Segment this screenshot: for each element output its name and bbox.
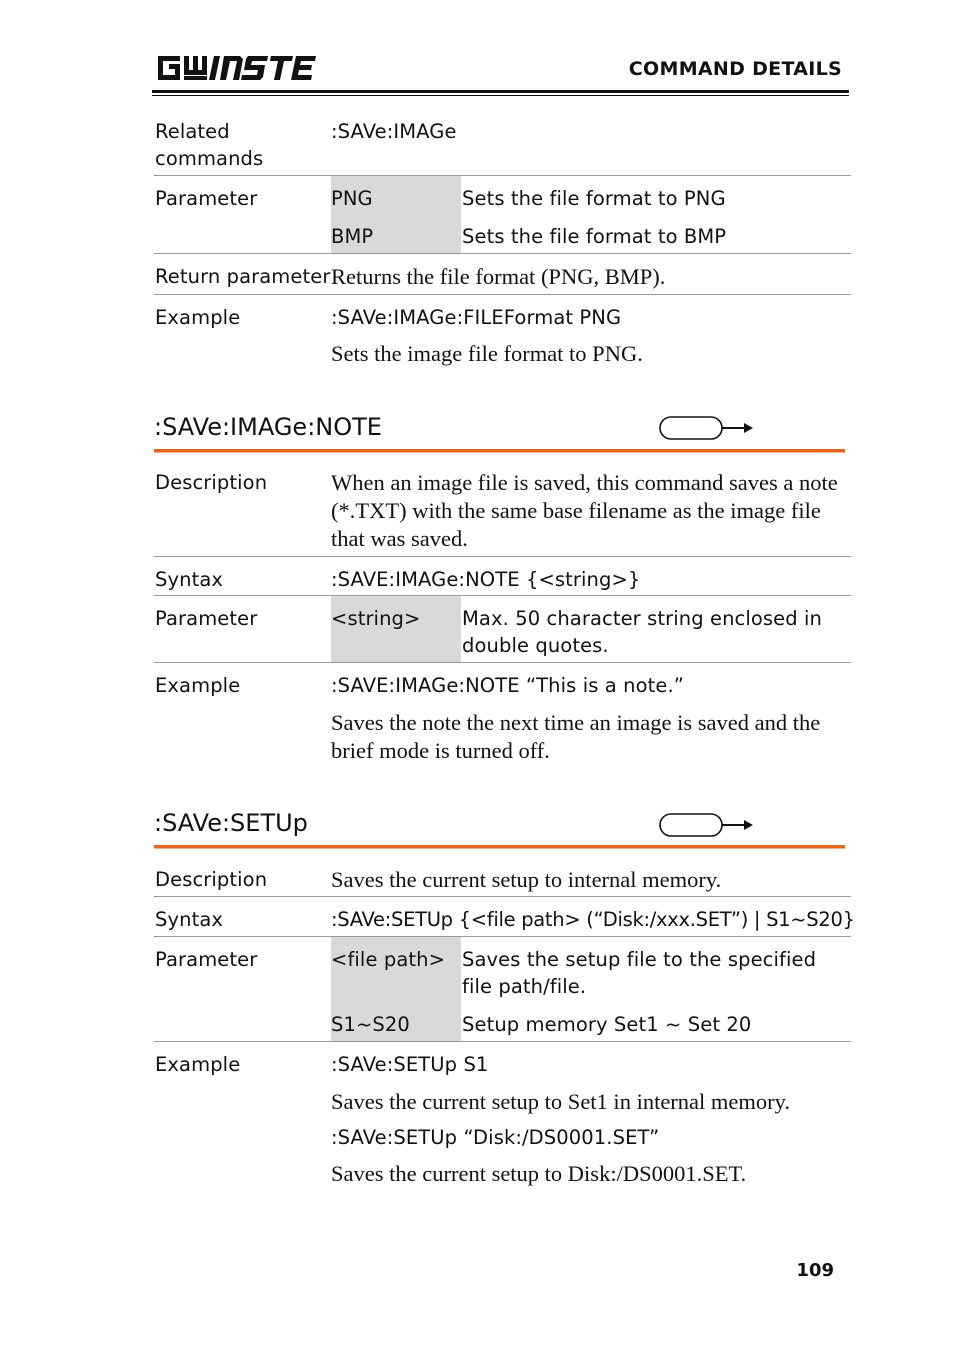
param-desc: Setup memory Set1 ~ Set 20 <box>462 1013 752 1036</box>
divider <box>154 175 851 176</box>
example-command: :SAVe:SETUp “Disk:/DS0001.SET” <box>331 1126 660 1149</box>
section-rule <box>154 449 845 452</box>
divider <box>154 556 851 557</box>
divider <box>154 936 851 937</box>
page-number: 109 <box>796 1260 834 1281</box>
related-commands-label: Related commands <box>155 120 264 170</box>
param-desc: Max. 50 character string enclosed in double quotes. <box>462 607 823 657</box>
param-desc: Saves the setup file to the specified file path/file. <box>462 948 817 998</box>
section-rule <box>154 845 845 848</box>
example-command: :SAVE:IMAGe:NOTE “This is a note.” <box>331 674 684 697</box>
example-label: Example <box>155 1053 241 1076</box>
syntax-label: Syntax <box>155 568 224 591</box>
header-rule <box>152 90 849 93</box>
parameter-label: Parameter <box>155 948 258 971</box>
description-label: Description <box>155 868 268 891</box>
parameter-label: Parameter <box>155 187 258 210</box>
example-description: Sets the image file format to PNG. <box>331 341 643 366</box>
return-parameter-label: Return parameter <box>155 265 331 288</box>
example-label: Example <box>155 306 241 329</box>
syntax-value: :SAVE:IMAGe:NOTE {<string>} <box>331 568 641 591</box>
syntax-value: :SAVe:SETUp {<file path> (“Disk:/xxx.SET”) | S1~S20} <box>331 908 855 931</box>
syntax-label: Syntax <box>155 908 224 931</box>
example-description: Saves the note the next time an image is saved and the brief mode is turned off. <box>331 710 821 763</box>
divider <box>154 595 851 596</box>
example-command: :SAVe:IMAGe:FILEFormat PNG <box>331 306 622 329</box>
example-label: Example <box>155 674 241 697</box>
description-text: Saves the current setup to internal memory. <box>331 867 722 892</box>
related-commands-value: :SAVe:IMAGe <box>331 120 457 143</box>
divider <box>154 896 851 897</box>
param-name: <string> <box>331 607 421 630</box>
section-title: :SAVe:IMAGe:NOTE <box>154 413 382 441</box>
param-name: BMP <box>331 225 374 248</box>
divider <box>154 294 851 295</box>
example-command: :SAVe:SETUp S1 <box>331 1053 489 1076</box>
param-desc: Sets the file format to BMP <box>462 225 727 248</box>
return-parameter-value: Returns the file format (PNG, BMP). <box>331 264 666 289</box>
param-name: PNG <box>331 187 373 210</box>
header-rule-thin <box>152 95 849 96</box>
divider <box>154 253 851 254</box>
section-title: :SAVe:SETUp <box>154 809 308 837</box>
parameter-label: Parameter <box>155 607 258 630</box>
description-label: Description <box>155 471 268 494</box>
param-name: <file path> <box>331 948 446 971</box>
divider <box>154 662 851 663</box>
param-desc: Sets the file format to PNG <box>462 187 726 210</box>
param-name: S1~S20 <box>331 1013 410 1036</box>
example-description: Saves the current setup to Disk:/DS0001.SET. <box>331 1161 747 1186</box>
set-arrow-icon <box>658 812 754 838</box>
example-description: Saves the current setup to Set1 in internal memory. <box>331 1089 791 1114</box>
description-text: When an image file is saved, this command saves a note (*.TXT) with the same base filename as the image file that was saved. <box>331 470 838 551</box>
header-title: COMMAND DETAILS <box>628 58 842 80</box>
gw-instek-logo <box>156 52 326 84</box>
set-arrow-icon <box>658 415 754 441</box>
divider <box>154 1041 851 1042</box>
